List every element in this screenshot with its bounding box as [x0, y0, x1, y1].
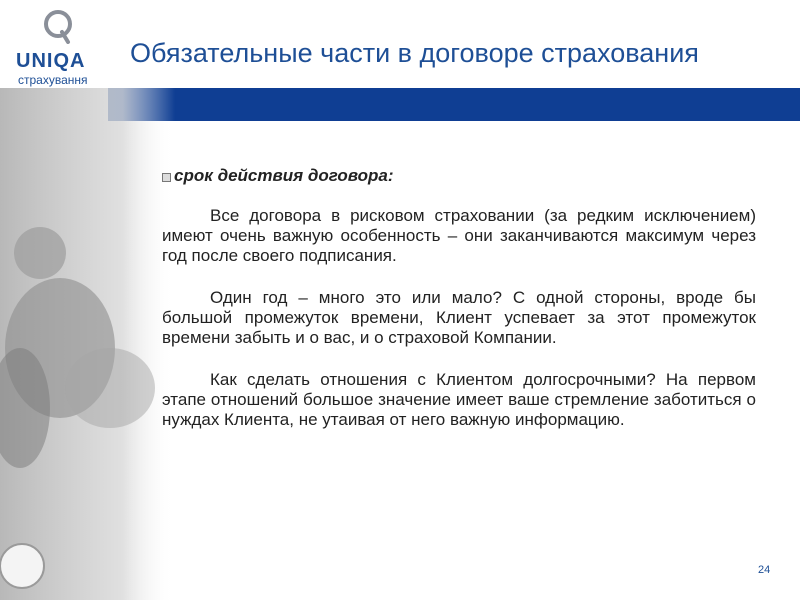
- bullet-icon: [162, 173, 171, 182]
- bullet-text: срок действия договора:: [174, 166, 394, 185]
- header-bar: [108, 88, 800, 121]
- logo-subtitle: страхування: [18, 73, 88, 87]
- bullet-item: [162, 166, 756, 186]
- slide-content: [162, 166, 756, 452]
- page-number: 24: [758, 564, 771, 576]
- logo-wordmark: UNIQA: [16, 50, 86, 72]
- paragraph-1: Все договора в рисковом страховании (за редким исключением) имеют очень важную особенность – они заканчиваются максимум через год после своего подписания.: [162, 206, 756, 265]
- background-photo: [0, 88, 175, 600]
- slide-title: Обязательные части в договоре страхования: [130, 38, 699, 68]
- paragraph-2: Один год – много это или мало? С одной стороны, вроде бы большой промежуток времени, Клиент успевает за этот промежуток времени забыть и о вас, и о страховой Компании.: [162, 288, 756, 347]
- uniqa-logo: [8, 8, 108, 88]
- uniqa-logo-icon: [40, 8, 76, 44]
- paragraph-3: Как сделать отношения с Клиентом долгосрочными? На первом этапе отношений большое значение имеет ваше стремление заботиться о нуждах Клиента, не утаивая от него важную информацию.: [162, 370, 756, 429]
